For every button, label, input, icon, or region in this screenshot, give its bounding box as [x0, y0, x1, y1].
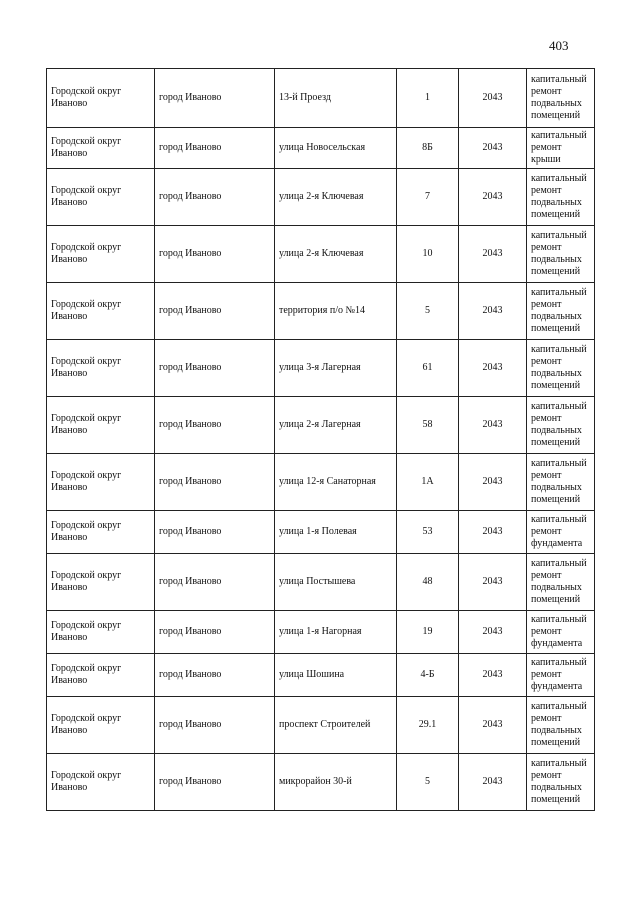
district-cell: Городской округ Иваново	[47, 169, 155, 226]
table-row	[47, 69, 595, 128]
table-body	[47, 69, 595, 811]
house-number-cell: 4-Б	[397, 654, 459, 697]
district-cell: Городской округ Иваново	[47, 69, 155, 128]
page-number: 403	[549, 38, 569, 53]
district-cell: Городской округ Иваново	[47, 283, 155, 340]
year-cell: 2043	[459, 754, 527, 811]
city-cell: город Иваново	[155, 754, 275, 811]
city-cell: город Иваново	[155, 654, 275, 697]
city-cell: город Иваново	[155, 283, 275, 340]
work-type-cell: капитальный ремонт подвальных помещений	[527, 554, 595, 611]
city-cell: город Иваново	[155, 454, 275, 511]
district-cell: Городской округ Иваново	[47, 697, 155, 754]
street-cell: улица Шошина	[275, 654, 397, 697]
year-cell: 2043	[459, 611, 527, 654]
city-cell: город Иваново	[155, 397, 275, 454]
district-cell: Городской округ Иваново	[47, 340, 155, 397]
city-cell: город Иваново	[155, 697, 275, 754]
street-cell: улица 1-я Полевая	[275, 511, 397, 554]
work-type-cell: капитальный ремонт фундамента	[527, 511, 595, 554]
street-cell: улица 2-я Ключевая	[275, 226, 397, 283]
street-cell: улица 2-я Лагерная	[275, 397, 397, 454]
table-row	[47, 397, 595, 454]
district-cell: Городской округ Иваново	[47, 511, 155, 554]
work-type-cell: капитальный ремонт подвальных помещений	[527, 226, 595, 283]
district-cell: Городской округ Иваново	[47, 128, 155, 169]
street-cell: микрорайон 30-й	[275, 754, 397, 811]
house-number-cell: 48	[397, 554, 459, 611]
repair-schedule-table	[46, 68, 595, 811]
district-cell: Городской округ Иваново	[47, 454, 155, 511]
district-cell: Городской округ Иваново	[47, 754, 155, 811]
work-type-cell: капитальный ремонт фундамента	[527, 654, 595, 697]
street-cell: 13-й Проезд	[275, 69, 397, 128]
table-row	[47, 654, 595, 697]
work-type-cell: капитальный ремонт подвальных помещений	[527, 283, 595, 340]
work-type-cell: капитальный ремонт крыши	[527, 128, 595, 169]
table-row	[47, 454, 595, 511]
table-row	[47, 226, 595, 283]
house-number-cell: 5	[397, 283, 459, 340]
table-row	[47, 754, 595, 811]
year-cell: 2043	[459, 511, 527, 554]
city-cell: город Иваново	[155, 226, 275, 283]
street-cell: улица 1-я Нагорная	[275, 611, 397, 654]
table-row	[47, 697, 595, 754]
year-cell: 2043	[459, 554, 527, 611]
year-cell: 2043	[459, 340, 527, 397]
year-cell: 2043	[459, 697, 527, 754]
work-type-cell: капитальный ремонт подвальных помещений	[527, 69, 595, 128]
house-number-cell: 58	[397, 397, 459, 454]
work-type-cell: капитальный ремонт подвальных помещений	[527, 397, 595, 454]
house-number-cell: 5	[397, 754, 459, 811]
city-cell: город Иваново	[155, 340, 275, 397]
year-cell: 2043	[459, 454, 527, 511]
city-cell: город Иваново	[155, 611, 275, 654]
year-cell: 2043	[459, 283, 527, 340]
city-cell: город Иваново	[155, 169, 275, 226]
house-number-cell: 10	[397, 226, 459, 283]
city-cell: город Иваново	[155, 511, 275, 554]
house-number-cell: 53	[397, 511, 459, 554]
table-row	[47, 128, 595, 169]
district-cell: Городской округ Иваново	[47, 554, 155, 611]
house-number-cell: 61	[397, 340, 459, 397]
district-cell: Городской округ Иваново	[47, 611, 155, 654]
district-cell: Городской округ Иваново	[47, 397, 155, 454]
work-type-cell: капитальный ремонт фундамента	[527, 611, 595, 654]
street-cell: улица Постышева	[275, 554, 397, 611]
city-cell: город Иваново	[155, 128, 275, 169]
table-row	[47, 169, 595, 226]
work-type-cell: капитальный ремонт подвальных помещений	[527, 454, 595, 511]
street-cell: улица 12-я Санаторная	[275, 454, 397, 511]
year-cell: 2043	[459, 226, 527, 283]
street-cell: улица 3-я Лагерная	[275, 340, 397, 397]
table-row	[47, 511, 595, 554]
district-cell: Городской округ Иваново	[47, 654, 155, 697]
year-cell: 2043	[459, 654, 527, 697]
year-cell: 2043	[459, 69, 527, 128]
street-cell: улица Новосельская	[275, 128, 397, 169]
house-number-cell: 19	[397, 611, 459, 654]
table-row	[47, 340, 595, 397]
table-row	[47, 611, 595, 654]
house-number-cell: 1	[397, 69, 459, 128]
work-type-cell: капитальный ремонт подвальных помещений	[527, 340, 595, 397]
house-number-cell: 7	[397, 169, 459, 226]
city-cell: город Иваново	[155, 69, 275, 128]
year-cell: 2043	[459, 169, 527, 226]
street-cell: территория п/о №14	[275, 283, 397, 340]
district-cell: Городской округ Иваново	[47, 226, 155, 283]
work-type-cell: капитальный ремонт подвальных помещений	[527, 169, 595, 226]
house-number-cell: 29.1	[397, 697, 459, 754]
year-cell: 2043	[459, 128, 527, 169]
table-row	[47, 554, 595, 611]
house-number-cell: 8Б	[397, 128, 459, 169]
street-cell: улица 2-я Ключевая	[275, 169, 397, 226]
city-cell: город Иваново	[155, 554, 275, 611]
table-row	[47, 283, 595, 340]
street-cell: проспект Строителей	[275, 697, 397, 754]
year-cell: 2043	[459, 397, 527, 454]
work-type-cell: капитальный ремонт подвальных помещений	[527, 754, 595, 811]
work-type-cell: капитальный ремонт подвальных помещений	[527, 697, 595, 754]
house-number-cell: 1А	[397, 454, 459, 511]
